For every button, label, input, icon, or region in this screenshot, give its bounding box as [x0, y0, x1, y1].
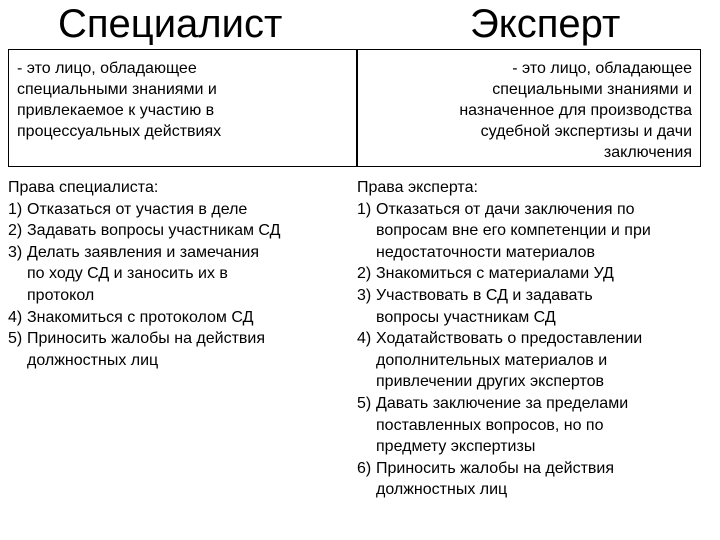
expert-right-number: 6) [357, 459, 372, 477]
expert-right-item [357, 328, 707, 393]
expert-right-text-line: Знакомиться с материалами УД [376, 265, 614, 283]
specialist-definition-line: процессуальных действиях [17, 123, 222, 140]
specialist-rights-list [8, 199, 348, 372]
specialist-right-text-line: должностных лиц [27, 351, 159, 369]
specialist-right-number: 2) [8, 222, 23, 240]
expert-right-text [376, 458, 614, 501]
specialist-right-item [8, 307, 348, 329]
specialist-right-item [8, 220, 348, 242]
expert-right-item [357, 285, 707, 328]
expert-right-text-line: недостаточности материалов [376, 243, 596, 261]
expert-rights [357, 177, 707, 501]
expert-right-text-line: Давать заключение за пределами [376, 394, 629, 412]
specialist-rights-title: Права специалиста: [8, 179, 159, 196]
expert-heading: Эксперт [470, 2, 621, 46]
specialist-heading: Специалист [58, 2, 283, 46]
specialist-rights [8, 177, 348, 371]
expert-right-text [376, 328, 642, 393]
specialist-right-text-line: по ходу СД и заносить их в [27, 265, 228, 283]
specialist-right-number: 3) [8, 243, 23, 261]
expert-right-item [357, 393, 707, 458]
specialist-definition-box [8, 49, 357, 167]
specialist-right-text-line: Задавать вопросы участникам СД [27, 222, 281, 240]
expert-right-text-line: должностных лиц [376, 481, 508, 499]
expert-right-number: 1) [357, 200, 372, 218]
expert-right-number: 5) [357, 394, 372, 412]
specialist-right-item [8, 328, 348, 371]
expert-right-text-line: Приносить жалобы на действия [376, 459, 615, 477]
expert-right-number: 3) [357, 286, 372, 304]
expert-right-item [357, 263, 707, 285]
expert-definition-line: судебной экспертизы и дачи [480, 123, 692, 140]
expert-right-text-line: вопросы участникам СД [376, 308, 556, 326]
expert-right-text [376, 285, 593, 328]
expert-definition-line: специальными знаниями и [492, 81, 692, 98]
expert-right-text [376, 263, 614, 285]
expert-definition-box [357, 49, 701, 167]
specialist-right-text-line: Знакомиться с протоколом СД [27, 308, 254, 326]
expert-right-text-line: Отказаться от дачи заключения по [376, 200, 635, 218]
expert-right-item [357, 458, 707, 501]
expert-right-text-line: Ходатайствовать о предоставлении [376, 330, 643, 348]
specialist-right-number: 4) [8, 308, 23, 326]
expert-definition-line: заключения [603, 144, 692, 161]
specialist-right-text [27, 307, 253, 329]
expert-rights-title: Права эксперта: [357, 179, 478, 196]
expert-definition-line: назначенное для производства [459, 102, 692, 119]
specialist-right-text-line: Делать заявления и замечания [27, 243, 259, 261]
specialist-right-text [27, 220, 280, 242]
expert-right-number: 4) [357, 330, 372, 348]
specialist-right-text [27, 199, 247, 221]
specialist-right-text-line: протокол [27, 286, 95, 304]
specialist-definition-line: привлекаемое к участию в [17, 102, 215, 119]
expert-right-text-line: поставленных вопросов, но по [376, 416, 604, 434]
expert-rights-list [357, 199, 707, 501]
specialist-right-item [8, 199, 348, 221]
expert-right-text [376, 393, 628, 458]
expert-right-text-line: дополнительных материалов и [376, 351, 608, 369]
specialist-definition-line: специальными знаниями и [17, 81, 217, 98]
expert-right-text-line: Участвовать в СД и задавать [376, 286, 593, 304]
expert-right-text-line: предмету экспертизы [376, 438, 536, 456]
expert-right-text-line: привлечении других экспертов [376, 373, 604, 391]
specialist-right-number: 5) [8, 330, 23, 348]
specialist-right-text-line: Отказаться от участия в деле [27, 200, 248, 218]
specialist-right-text [27, 328, 265, 371]
expert-right-number: 2) [357, 265, 372, 283]
specialist-right-text [27, 242, 259, 307]
specialist-definition-line: - это лицо, обладающее [17, 60, 197, 77]
specialist-right-number: 1) [8, 200, 23, 218]
specialist-right-text-line: Приносить жалобы на действия [27, 330, 266, 348]
expert-definition-line: - это лицо, обладающее [512, 60, 692, 77]
expert-right-text-line: вопросам вне его компетенции и при [376, 222, 651, 240]
specialist-right-item [8, 242, 348, 307]
expert-right-item [357, 199, 707, 264]
expert-right-text [376, 199, 651, 264]
